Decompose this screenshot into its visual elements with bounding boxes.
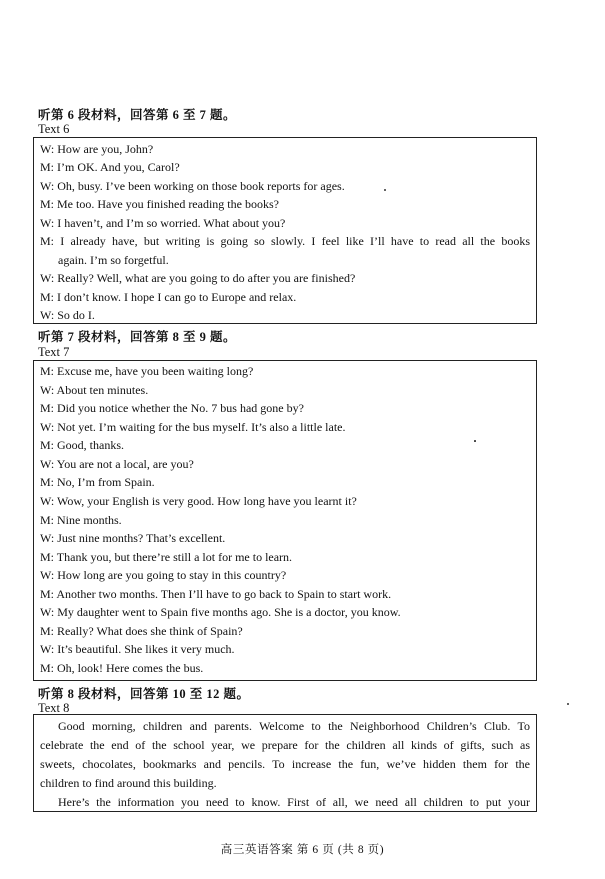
scan-speck bbox=[384, 189, 386, 191]
dialogue-line: W: It’s beautiful. She likes it very much. bbox=[40, 642, 235, 656]
dialogue-line: M: I don’t know. I hope I can go to Europe and relax. bbox=[40, 290, 297, 304]
dialogue-line: M: No, I’m from Spain. bbox=[40, 475, 155, 489]
text-label-7: Text 7 bbox=[38, 345, 70, 359]
dialogue-line: M: Nine months. bbox=[40, 513, 122, 527]
dialogue-line: W: Really? Well, what are you going to do after you are finished? bbox=[40, 271, 356, 285]
dialogue-line: W: How long are you going to stay in this country? bbox=[40, 568, 287, 582]
dialogue-line: W: Wow, your English is very good. How long have you learnt it? bbox=[40, 494, 357, 508]
dialogue-line: M: Did you notice whether the No. 7 bus had gone by? bbox=[40, 401, 304, 415]
dialogue-line: M: Good, thanks. bbox=[40, 438, 124, 452]
dialogue-line: W: You are not a local, are you? bbox=[40, 457, 194, 471]
section-heading-7: 听第 7 段材料，回答第 8 至 9 题。 bbox=[38, 330, 237, 344]
section-heading-6: 听第 6 段材料，回答第 6 至 7 题。 bbox=[38, 108, 237, 122]
page-footer: 高三英语答案 第 6 页 (共 8 页) bbox=[220, 844, 385, 856]
scan-speck bbox=[567, 703, 569, 705]
dialogue-line: W: My daughter went to Spain five months ago. She is a doctor, you know. bbox=[40, 605, 401, 619]
dialogue-line: W: How are you, John? bbox=[40, 142, 154, 156]
scan-speck bbox=[474, 440, 476, 442]
passage-line: Good morning, children and parents. Welcome to the Neighborhood Children’s Club. To bbox=[58, 719, 530, 733]
dialogue-line: again. I’m so forgetful. bbox=[58, 253, 169, 267]
dialogue-box-text6 bbox=[33, 137, 537, 324]
dialogue-line: W: About ten minutes. bbox=[40, 383, 149, 397]
dialogue-line: M: Oh, look! Here comes the bus. bbox=[40, 661, 204, 675]
dialogue-line: M: Me too. Have you finished reading the books? bbox=[40, 197, 279, 211]
dialogue-line: M: I’m OK. And you, Carol? bbox=[40, 160, 180, 174]
passage-line: sweets, chocolates, bookmarks and pencils. To increase the fun, we’ve hidden them for the bbox=[40, 757, 530, 771]
dialogue-line: W: So do I. bbox=[40, 308, 95, 322]
dialogue-line: M: Another two months. Then I’ll have to go back to Spain to start work. bbox=[40, 587, 392, 601]
dialogue-line: W: Oh, busy. I’ve been working on those book reports for ages. bbox=[40, 179, 345, 193]
dialogue-line: M: Really? What does she think of Spain? bbox=[40, 624, 243, 638]
dialogue-box-text7 bbox=[33, 360, 537, 681]
text-label-8: Text 8 bbox=[38, 701, 70, 715]
dialogue-line: W: Just nine months? That’s excellent. bbox=[40, 531, 226, 545]
passage-line: children to find around this building. bbox=[40, 776, 217, 790]
section-heading-8: 听第 8 段材料，回答第 10 至 12 题。 bbox=[38, 687, 250, 701]
passage-line: Here’s the information you need to know. First of all, we need all children to put your bbox=[58, 795, 530, 809]
dialogue-line: W: Not yet. I’m waiting for the bus myself. It’s also a little late. bbox=[40, 420, 346, 434]
dialogue-line: W: I haven’t, and I’m so worried. What about you? bbox=[40, 216, 286, 230]
text-label-6: Text 6 bbox=[38, 122, 70, 136]
dialogue-line: M: Excuse me, have you been waiting long? bbox=[40, 364, 254, 378]
passage-line: celebrate the end of the school year, we prepare for the children all kinds of gifts, such as bbox=[40, 738, 530, 752]
passage-box-text8 bbox=[33, 714, 537, 812]
dialogue-line: M: Thank you, but there’re still a lot for me to learn. bbox=[40, 550, 293, 564]
dialogue-line: M: I already have, but writing is going so slowly. I feel like I’ll have to read all the books bbox=[40, 234, 530, 248]
